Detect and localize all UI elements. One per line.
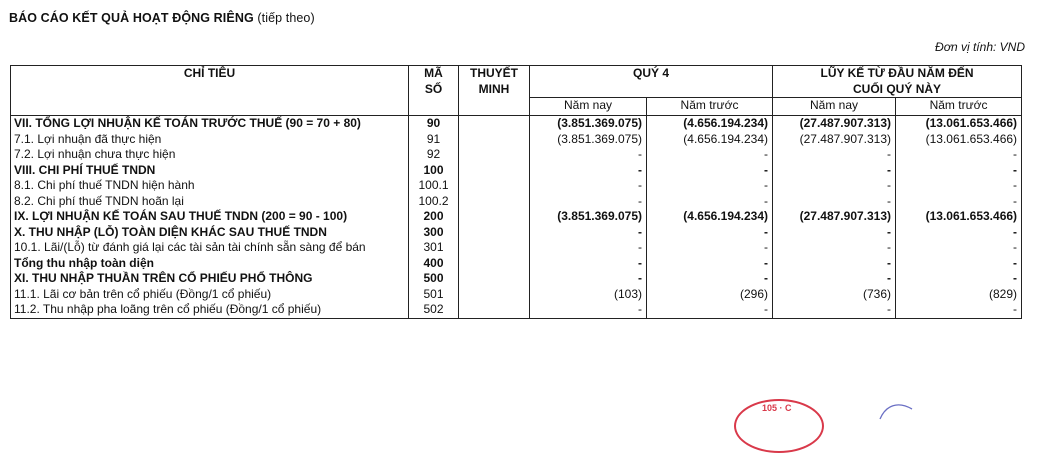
header-q4-nam-truoc: Năm trước [647, 98, 773, 116]
row-q4-prior: - [647, 194, 773, 210]
row-q4-prior: - [647, 256, 773, 272]
header-quy4: QUÝ 4 [530, 66, 773, 98]
row-note [459, 302, 530, 318]
header-thuyet-minh-line1: THUYẾT [470, 66, 518, 80]
table-row [11, 287, 1022, 303]
row-ytd-current: (736) [773, 287, 896, 303]
row-note [459, 225, 530, 241]
seal-text: 105 · C [762, 403, 792, 413]
table-row [11, 132, 1022, 148]
row-code: 90 [409, 116, 459, 132]
currency-unit: Đơn vị tính: VND [935, 40, 1025, 54]
header-ma-so-line2: SỐ [424, 81, 443, 96]
row-code: 502 [409, 302, 459, 318]
signature-mark [878, 401, 918, 421]
row-code: 91 [409, 132, 459, 148]
row-ytd-current: - [773, 271, 896, 287]
row-q4-current: - [530, 271, 647, 287]
row-q4-prior: (296) [647, 287, 773, 303]
row-label: XI. THU NHẬP THUẦN TRÊN CỔ PHIẾU PHỔ THÔNG [11, 271, 409, 287]
row-q4-current: - [530, 147, 647, 163]
row-code: 501 [409, 287, 459, 303]
row-q4-prior: (4.656.194.234) [647, 116, 773, 132]
row-q4-current: (3.851.369.075) [530, 209, 647, 225]
header-thuyet-minh-line2: MINH [478, 81, 510, 96]
row-note [459, 178, 530, 194]
row-note [459, 163, 530, 179]
row-code: 300 [409, 225, 459, 241]
header-luy-ke [773, 66, 1022, 98]
row-code: 400 [409, 256, 459, 272]
row-q4-prior: (4.656.194.234) [647, 209, 773, 225]
header-luy-ke-line1: LŨY KẾ TỪ ĐẦU NĂM ĐẾN [820, 66, 974, 80]
row-label [11, 240, 409, 256]
row-ytd-prior: - [896, 240, 1022, 256]
row-code: 92 [409, 147, 459, 163]
row-note [459, 132, 530, 148]
income-statement-table [10, 65, 1022, 319]
row-q4-current: - [530, 178, 647, 194]
row-label: 11.1. Lãi cơ bản trên cổ phiếu (Đồng/1 cổ phiếu) [11, 287, 409, 303]
table-row [11, 178, 1022, 194]
row-q4-current: (3.851.369.075) [530, 116, 647, 132]
row-ytd-current: - [773, 302, 896, 318]
row-label: 7.2. Lợi nhuận chưa thực hiện [11, 147, 409, 163]
table-row [11, 271, 1022, 287]
row-q4-prior: - [647, 271, 773, 287]
row-label: Tổng thu nhập toàn diện [11, 256, 409, 272]
header-chi-tieu: CHỈ TIÊU [11, 66, 409, 116]
table-row [11, 163, 1022, 179]
row-q4-prior: (4.656.194.234) [647, 132, 773, 148]
table-row [11, 256, 1022, 272]
table-header [11, 66, 1022, 116]
row-q4-current: - [530, 302, 647, 318]
row-label: IX. LỢI NHUẬN KẾ TOÁN SAU THUẾ TNDN (200 = 90 - 100) [11, 209, 409, 225]
row-q4-prior: - [647, 225, 773, 241]
table-body [11, 116, 1022, 319]
table-row [11, 209, 1022, 225]
row-code: 100 [409, 163, 459, 179]
row-ytd-current: - [773, 256, 896, 272]
row-ytd-current: - [773, 225, 896, 241]
row-label: VIII. CHI PHÍ THUẾ TNDN [11, 163, 409, 179]
row-ytd-prior: - [896, 256, 1022, 272]
company-seal [734, 399, 824, 453]
row-ytd-prior: - [896, 271, 1022, 287]
header-ma-so [409, 66, 459, 116]
row-q4-current: - [530, 240, 647, 256]
row-q4-current: (3.851.369.075) [530, 132, 647, 148]
row-q4-prior: - [647, 178, 773, 194]
row-ytd-prior: - [896, 178, 1022, 194]
row-ytd-current: - [773, 194, 896, 210]
table-row [11, 225, 1022, 241]
row-q4-prior: - [647, 147, 773, 163]
row-note [459, 256, 530, 272]
row-ytd-current: - [773, 147, 896, 163]
row-label: 8.1. Chi phí thuế TNDN hiện hành [11, 178, 409, 194]
row-label-text: 10.1. Lãi/(Lỗ) từ đánh giá lại các tài sản tài chính sẵn sàng để bán [14, 240, 366, 254]
row-label: 7.1. Lợi nhuận đã thực hiện [11, 132, 409, 148]
row-note [459, 240, 530, 256]
row-ytd-prior: (13.061.653.466) [896, 209, 1022, 225]
row-note [459, 209, 530, 225]
row-label: VII. TỔNG LỢI NHUẬN KẾ TOÁN TRƯỚC THUẾ (90 = 70 + 80) [11, 116, 409, 132]
row-code: 100.2 [409, 194, 459, 210]
row-q4-current: (103) [530, 287, 647, 303]
row-ytd-current: (27.487.907.313) [773, 209, 896, 225]
row-ytd-current: (27.487.907.313) [773, 116, 896, 132]
row-note [459, 271, 530, 287]
table-row [11, 116, 1022, 132]
header-lk-nam-nay: Năm nay [773, 98, 896, 116]
row-q4-current: - [530, 194, 647, 210]
header-ma-so-line1: MÃ [424, 66, 443, 80]
row-ytd-prior: (13.061.653.466) [896, 132, 1022, 148]
row-ytd-prior: - [896, 147, 1022, 163]
table-row [11, 147, 1022, 163]
row-code: 100.1 [409, 178, 459, 194]
row-ytd-current: - [773, 163, 896, 179]
row-label: X. THU NHẬP (LỖ) TOÀN DIỆN KHÁC SAU THUẾ TNDN [11, 225, 409, 241]
table-row [11, 302, 1022, 318]
row-ytd-current: - [773, 178, 896, 194]
header-lk-nam-truoc: Năm trước [896, 98, 1022, 116]
row-q4-prior: - [647, 163, 773, 179]
row-ytd-prior: - [896, 302, 1022, 318]
report-title-main: BÁO CÁO KẾT QUẢ HOẠT ĐỘNG RIÊNG [9, 11, 254, 25]
row-note [459, 287, 530, 303]
row-label: 8.2. Chi phí thuế TNDN hoãn lại [11, 194, 409, 210]
row-q4-current: - [530, 163, 647, 179]
report-title [9, 11, 315, 25]
row-label: 11.2. Thu nhập pha loãng trên cổ phiếu (Đồng/1 cổ phiếu) [11, 302, 409, 318]
row-ytd-prior: (829) [896, 287, 1022, 303]
row-code: 301 [409, 240, 459, 256]
table-row [11, 194, 1022, 210]
header-thuyet-minh [459, 66, 530, 116]
row-ytd-prior: - [896, 225, 1022, 241]
report-title-suffix: (tiếp theo) [253, 11, 315, 25]
row-q4-current: - [530, 225, 647, 241]
row-q4-prior: - [647, 240, 773, 256]
table-row [11, 240, 1022, 256]
row-q4-prior: - [647, 302, 773, 318]
header-luy-ke-line2: CUỐI QUÝ NÀY [853, 81, 942, 96]
row-code: 500 [409, 271, 459, 287]
row-note [459, 147, 530, 163]
row-ytd-prior: - [896, 163, 1022, 179]
row-ytd-prior: - [896, 194, 1022, 210]
row-q4-current: - [530, 256, 647, 272]
row-note [459, 116, 530, 132]
row-ytd-prior: (13.061.653.466) [896, 116, 1022, 132]
header-q4-nam-nay: Năm nay [530, 98, 647, 116]
row-ytd-current: (27.487.907.313) [773, 132, 896, 148]
row-note [459, 194, 530, 210]
row-ytd-current: - [773, 240, 896, 256]
row-code: 200 [409, 209, 459, 225]
